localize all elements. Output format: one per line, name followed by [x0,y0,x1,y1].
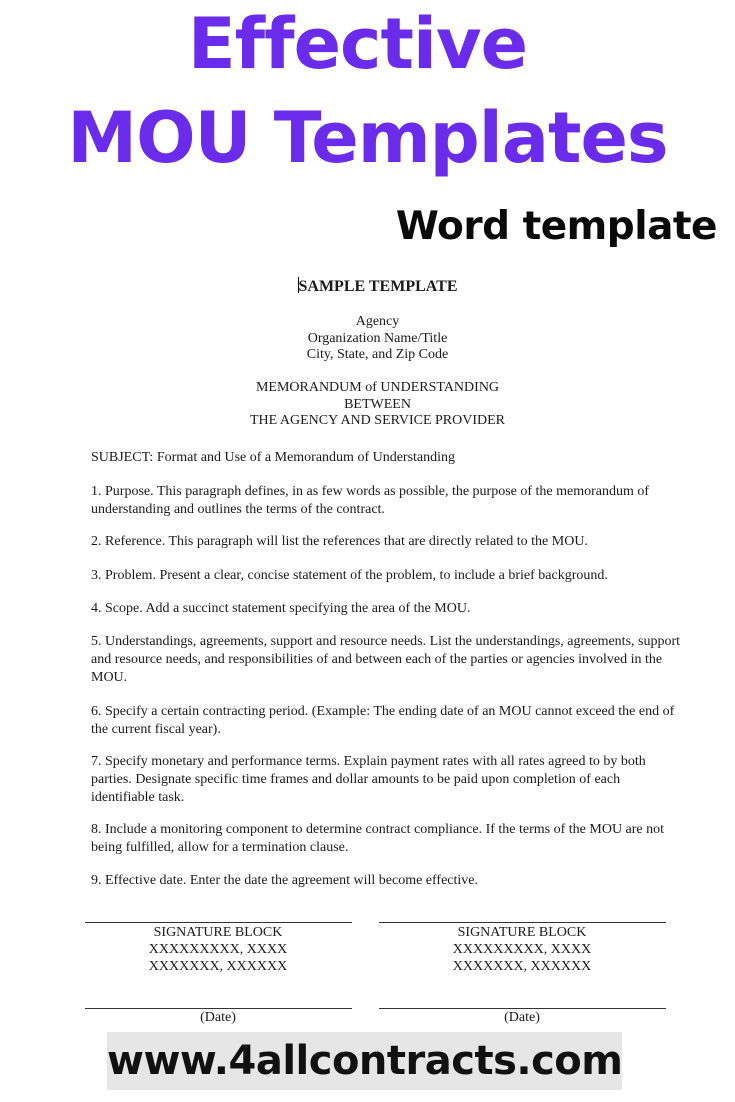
date-label-left: (Date) [200,1010,236,1025]
title-line-1: Effective [187,3,528,85]
signature-block-right [377,924,667,975]
date-line-left [85,1008,352,1009]
agency-line: Organization Name/Title [307,330,448,346]
subject-line: SUBJECT: Format and Use of a Memorandum of Understanding [91,450,456,465]
memo-line: THE AGENCY AND SERVICE PROVIDER [249,413,506,428]
paragraph-8: 8. Include a monitoring component to determine contract compliance. If the terms of the MOU are not being fulfilled, allow for a termination clause. [91,822,665,855]
signature-line-right [379,922,666,923]
subtitle: Word template [395,204,717,249]
agency-line: City, State, and Zip Code [306,347,449,362]
signature-line-left [85,922,352,923]
paragraph-4: 4. Scope. Add a succinct statement specifying the area of the MOU. [91,601,471,616]
paragraph-1: 1. Purpose. This paragraph defines, in as few words as possible, the purpose of the memorandum of understanding and outlines the terms of the contract. [91,484,650,517]
signature-label: SIGNATURE BLOCK [457,925,587,940]
agency-block [0,314,735,364]
agency-line: Agency [355,314,400,329]
memo-line: MEMORANDUM of UNDERSTANDING [255,380,500,395]
paragraph-2: 2. Reference. This paragraph will list the references that are directly related to the MOU. [91,534,588,549]
signature-name: XXXXXXXXX, XXXX [452,942,592,957]
paragraph-3: 3. Problem. Present a clear, concise statement of the problem, to include a brief background. [91,568,608,583]
signature-title: XXXXXXX, XXXXXX [148,959,288,974]
date-label-right: (Date) [504,1010,540,1025]
paragraph-5: 5. Understandings, agreements, support and resource needs. List the understandings, agreements, support and resource needs, and responsibilities of and between each of the parties or agencies involved in the MOU. [91,634,681,685]
paragraph-6: 6. Specify a certain contracting period. (Example: The ending date of an MOU cannot exceed the end of the current fiscal year). [91,704,675,737]
signature-block-left [73,924,363,975]
memo-line: BETWEEN [344,396,411,412]
signature-label: SIGNATURE BLOCK [153,925,283,940]
document-heading: SAMPLE TEMPLATE [298,278,458,295]
memo-block [0,380,735,430]
paragraph-9: 9. Effective date. Enter the date the agreement will become effective. [91,873,479,888]
title-line-2: MOU Templates [67,97,668,179]
date-line-right [379,1008,666,1009]
footer-url[interactable]: www.4allcontracts.com [107,1032,622,1090]
signature-name: XXXXXXXXX, XXXX [148,942,288,957]
paragraph-7: 7. Specify monetary and performance terms. Explain payment rates with all rates agreed to by both parties. Designate specific time frames and dollar amounts to be paid upon completion of each identifiable task. [91,754,646,805]
signature-title: XXXXXXX, XXXXXX [452,959,592,974]
